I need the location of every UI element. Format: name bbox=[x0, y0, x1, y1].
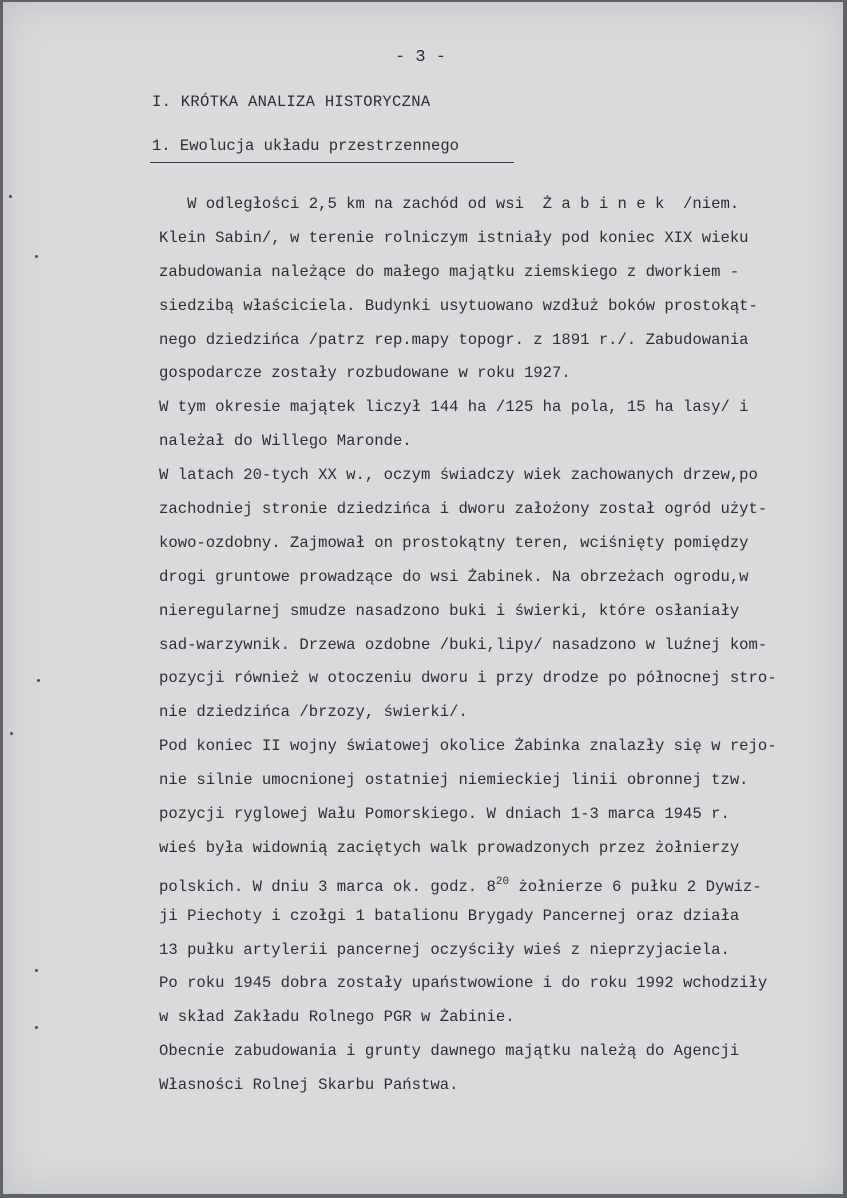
text-line: kowo-ozdobny. Zajmował on prostokątny teren, wciśnięty pomiędzy bbox=[159, 533, 749, 552]
text-line: W odległości 2,5 km na zachód od wsi Ż a b i n e k /niem. bbox=[159, 195, 740, 213]
text-line: pozycji ryglowej Wału Pomorskiego. W dniach 1-3 marca 1945 r. bbox=[159, 805, 730, 824]
text-line: Po roku 1945 dobra zostały upaństwowione i do roku 1992 wchodziły bbox=[159, 974, 768, 993]
scan-speck bbox=[9, 195, 12, 198]
text-line: drogi gruntowe prowadzące do wsi Żabinek. Na obrzeżach ogrodu,w bbox=[159, 567, 749, 586]
text-line: Pod koniec II wojny światowej okolice Żabinka znalazły się w rejo- bbox=[159, 737, 777, 756]
text-line: nieregularnej smudze nasadzono buki i świerki, które osłaniały bbox=[159, 601, 740, 620]
text-line: w skład Zakładu Rolnego PGR w Żabinie. bbox=[159, 1008, 515, 1027]
scan-speck bbox=[10, 732, 13, 735]
text-line: gospodarcze zostały rozbudowane w roku 1927. bbox=[159, 364, 571, 383]
section-title: I. KRÓTKA ANALIZA HISTORYCZNA bbox=[152, 93, 431, 111]
text-line: zachodniej stronie dziedzińca i dworu założony został ogród użyt- bbox=[159, 500, 768, 519]
document-page bbox=[3, 2, 843, 1194]
text-line: 13 pułku artylerii pancernej oczyściły wieś z nieprzyjaciela. bbox=[159, 940, 730, 959]
text-line-start: polskich. W dniu 3 marca ok. godz. 8 bbox=[159, 877, 496, 896]
scan-speck bbox=[35, 969, 38, 972]
scan-speck bbox=[37, 679, 40, 682]
scan-speck bbox=[35, 1026, 38, 1029]
text-line: nie dziedzińca /brzozy, świerki/. bbox=[159, 703, 468, 722]
text-line: Własności Rolnej Skarbu Państwa. bbox=[159, 1076, 459, 1095]
text-line: W latach 20-tych XX w., oczym świadczy wiek zachowanych drzew,po bbox=[159, 466, 758, 485]
time-superscript: 20 bbox=[495, 875, 510, 888]
text-line: Klein Sabin/, w terenie rolniczym istniały pod koniec XIX wieku bbox=[159, 228, 749, 247]
text-line: wieś była widownią zaciętych walk prowadzonych przez żołnierzy bbox=[159, 838, 740, 857]
text-line: siedzibą właściciela. Budynki usytuowano wzdłuż boków prostokąt- bbox=[159, 296, 758, 315]
subsection-underline bbox=[150, 162, 514, 163]
subsection-title: 1. Ewolucja układu przestrzennego bbox=[152, 137, 459, 155]
text-line: nie silnie umocnionej ostatniej niemieckiej linii obronnej tzw. bbox=[159, 771, 749, 790]
text-line-end: żołnierze 6 pułku 2 Dywiz- bbox=[509, 877, 762, 896]
text-line: pozycji również w otoczeniu dworu i przy drodze po północnej stro- bbox=[159, 669, 777, 688]
scan-speck bbox=[35, 255, 38, 258]
page-number: - 3 - bbox=[395, 48, 447, 67]
text-line: Obecnie zabudowania i grunty dawnego majątku należą do Agencji bbox=[159, 1042, 740, 1061]
text-line: zabudowania należące do małego majątku ziemskiego z dworkiem - bbox=[159, 262, 740, 281]
text-line: sad-warzywnik. Drzewa ozdobne /buki,lipy/ nasadzono w luźnej kom- bbox=[159, 635, 768, 654]
body-text bbox=[159, 188, 777, 1103]
text-line bbox=[159, 866, 777, 900]
text-line: należał do Willego Maronde. bbox=[159, 432, 412, 451]
text-line: W tym okresie majątek liczył 144 ha /125 ha pola, 15 ha lasy/ i bbox=[159, 398, 749, 417]
text-line: ji Piechoty i czołgi 1 batalionu Brygady Pancernej oraz działa bbox=[159, 906, 740, 925]
text-line: nego dziedzińca /patrz rep.mapy topogr. z 1891 r./. Zabudowania bbox=[159, 330, 749, 349]
